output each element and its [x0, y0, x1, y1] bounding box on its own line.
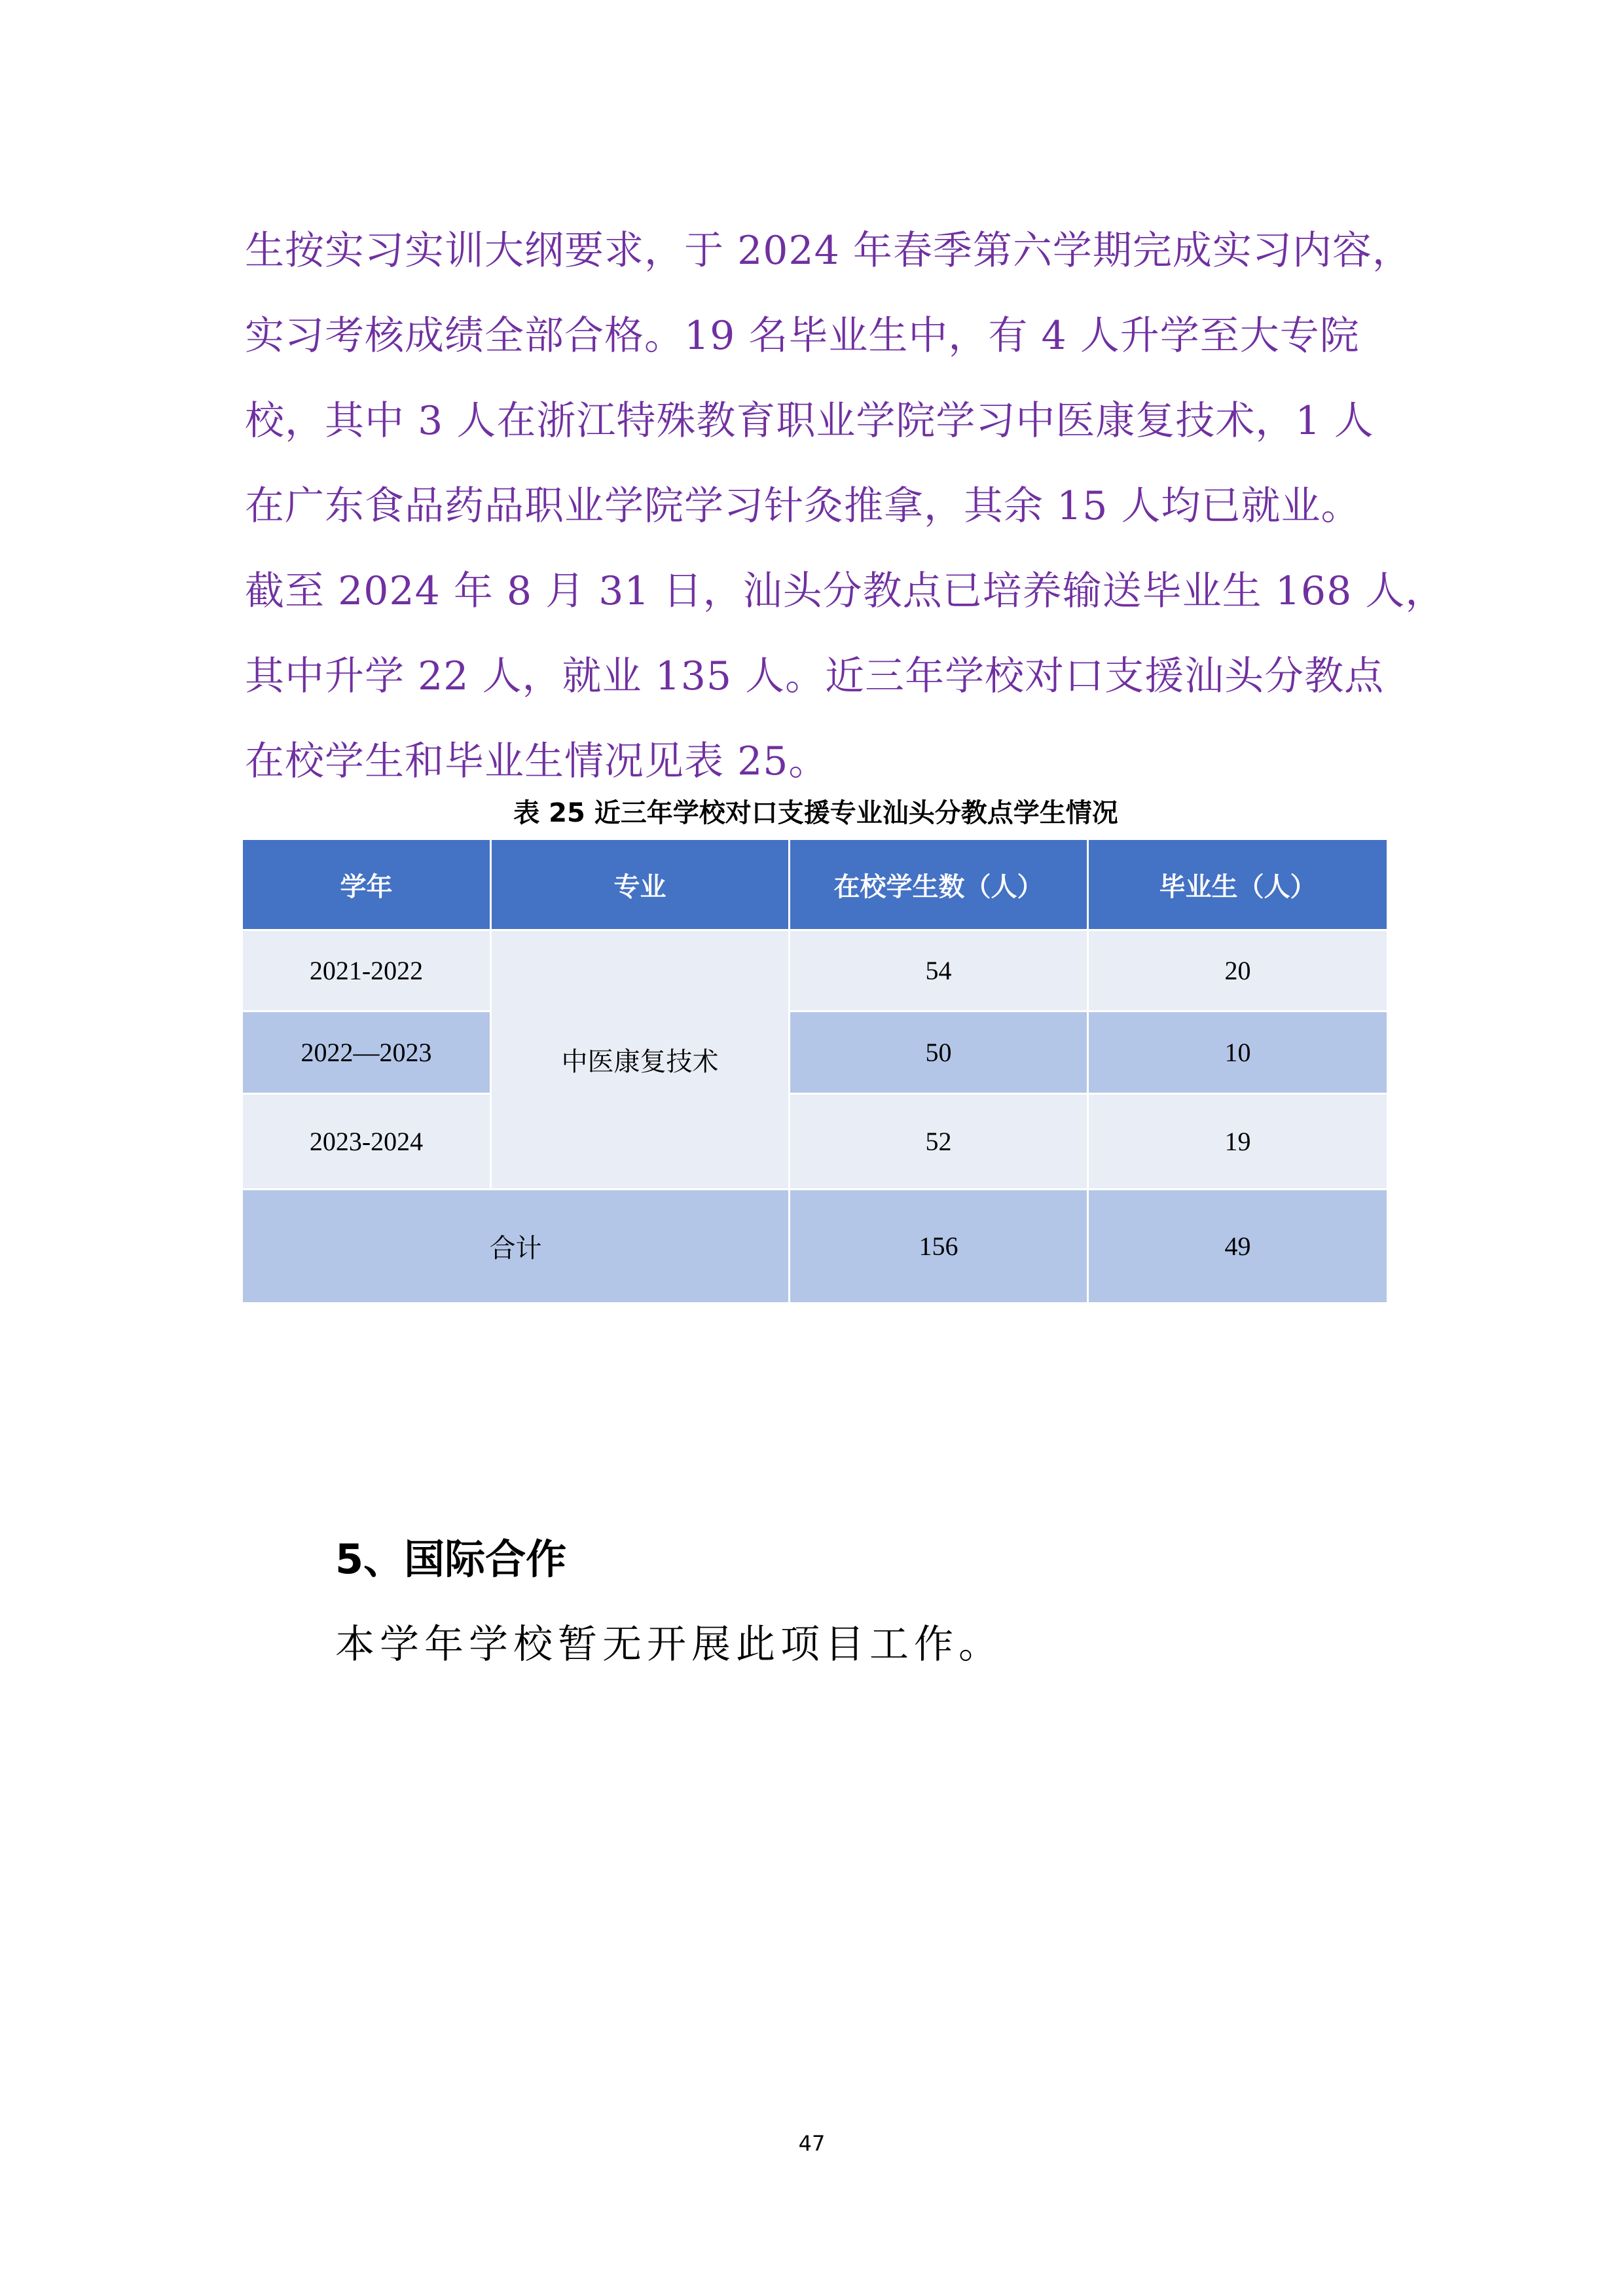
- graduates-cell: 19: [1088, 1094, 1388, 1190]
- paragraph-line: 校，其中 3 人在浙江特殊教育职业学院学习中医康复技术，1 人: [245, 398, 1374, 444]
- table-row: [242, 1011, 1388, 1094]
- table-total-row: [242, 1190, 1388, 1303]
- total-label-cell: 合计: [242, 1190, 790, 1303]
- header-students: 在校学生数（人）: [790, 839, 1088, 930]
- students-cell: 54: [790, 930, 1088, 1011]
- year-cell: 2021-2022: [242, 930, 491, 1011]
- section-body-text: 本学年学校暂无开展此项目工作。: [335, 1622, 1003, 1667]
- paragraph-line: 在广东食品药品职业学院学习针灸推拿，其余 15 人均已就业。: [245, 483, 1361, 529]
- table-row: [242, 1094, 1388, 1190]
- body-paragraph: [245, 208, 1446, 804]
- table-caption: 表 25 近三年学校对口支援专业汕头分教点学生情况: [513, 798, 1118, 828]
- paragraph-line: 截至 2024 年 8 月 31 日，汕头分教点已培养输送毕业生 168 人，: [245, 568, 1446, 614]
- students-cell: 50: [790, 1011, 1088, 1094]
- student-table: [241, 838, 1389, 1304]
- major-cell: 中医康复技术: [491, 930, 790, 1190]
- graduates-cell: 10: [1088, 1011, 1388, 1094]
- paragraph-line: 实习考核成绩全部合格。19 名毕业生中，有 4 人升学至大专院: [245, 313, 1360, 359]
- year-cell: 2023-2024: [242, 1094, 491, 1190]
- students-cell: 52: [790, 1094, 1088, 1190]
- year-cell: 2022—2023: [242, 1011, 491, 1094]
- paragraph-line: 生按实习实训大纲要求，于 2024 年春季第六学期完成实习内容，: [245, 228, 1412, 274]
- table-row: [242, 930, 1388, 1011]
- paragraph-line: 在校学生和毕业生情况见表 25。: [245, 738, 829, 784]
- header-year: 学年: [242, 839, 491, 930]
- total-students-cell: 156: [790, 1190, 1088, 1303]
- page-number: 47: [798, 2131, 826, 2156]
- header-major: 专业: [491, 839, 790, 930]
- table-header-row: [242, 839, 1388, 930]
- total-graduates-cell: 49: [1088, 1190, 1388, 1303]
- header-graduates: 毕业生（人）: [1088, 839, 1388, 930]
- section-heading: 5、国际合作: [335, 1535, 567, 1583]
- paragraph-line: 其中升学 22 人，就业 135 人。近三年学校对口支援汕头分教点: [245, 653, 1385, 699]
- graduates-cell: 20: [1088, 930, 1388, 1011]
